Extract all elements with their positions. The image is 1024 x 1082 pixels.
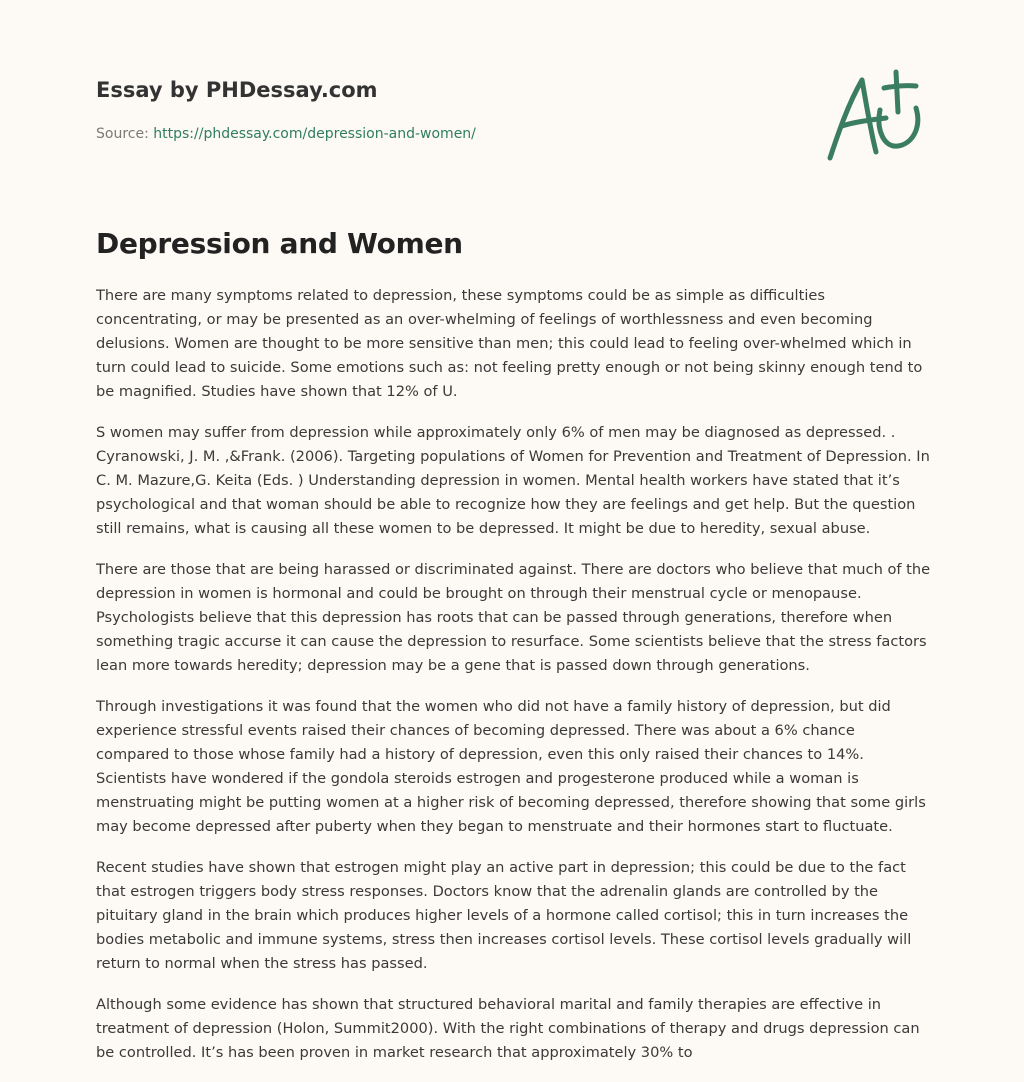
essay-header [96, 76, 796, 144]
essay-paragraph-3: There are those that are being harassed or discriminated against. There are doctors who believe that much of the depression in women is hormonal and could be brought on through their menstrual cycle or menopause. Psychologists believe that this depression has roots that can be passed through generations, therefore when something tragic accurse it can cause the depression to resurface. Some scientists believe that the stress factors lean more towards heredity; depression may be a gene that is passed down through generations. [96, 561, 931, 674]
essay-paragraph-2: S women may suffer from depression while approximately only 6% of men may be diagnosed as depressed. . Cyranowski, J. M. ,&Frank. (2006). Targeting populations of Women for Prevention and Treatment of Depression. In C. M. Mazure,G. Keita (Eds. ) Understanding depression in women. Mental health workers have stated that it’s psychological and that woman should be able to recognize how they are feelings and get help. But the question still remains, what is causing all these women to be depressed. It might be due to heredity, sexual abuse. [96, 424, 930, 537]
essay-body [96, 284, 932, 1082]
site-title: Essay by PHDessay.com [96, 78, 378, 102]
source-label: Source: [96, 126, 149, 142]
essay-paragraph-5: Recent studies have shown that estrogen might play an active part in depression; this could be due to the fact that estrogen triggers body stress responses. Doctors know that the adrenalin glands are controlled by the pituitary gland in the brain which produces higher levels of a hormone called cortisol; this in turn increases the bodies metabolic and immune systems, stress then increases cortisol levels. These cortisol levels gradually will return to normal when the stress has passed. [96, 859, 912, 972]
source-line [96, 124, 796, 144]
a-plus-logo-icon [822, 68, 926, 164]
essay-paragraph-4: Through investigations it was found that the women who did not have a family history of depression, but did experience stressful events raised their chances of becoming depressed. There was about a 6% chance compared to those whose family had a history of depression, even this only raised their chances to 14%. Scientists have wondered if the gondola steroids estrogen and progesterone produced while a woman is menstruating might be putting women at a higher risk of becoming depressed, therefore showing that some girls may become depressed after puberty when they began to menstruate and their hormones start to fluctuate. [96, 698, 926, 835]
essay-title: Depression and Women [96, 227, 463, 260]
essay-paragraph-6: Although some evidence has shown that structured behavioral marital and family therapies are effective in treatment of depression (Holon, Summit2000). With the right combinations of therapy and drugs depression can be controlled. It’s has been proven in market research that approximately 30% to [96, 996, 920, 1061]
source-link[interactable]: https://phdessay.com/depression-and-women/ [153, 126, 476, 142]
essay-paragraph-1: There are many symptoms related to depression, these symptoms could be as simple as difficulties concentrating, or may be presented as an over-whelming of feelings of worthlessness and even becoming delusions. Women are thought to be more sensitive than men; this could lead to feeling over-whelmed which in turn could lead to suicide. Some emotions such as: not feeling pretty enough or not being skinny enough tend to be magnified. Studies have shown that 12% of U. [96, 287, 923, 400]
